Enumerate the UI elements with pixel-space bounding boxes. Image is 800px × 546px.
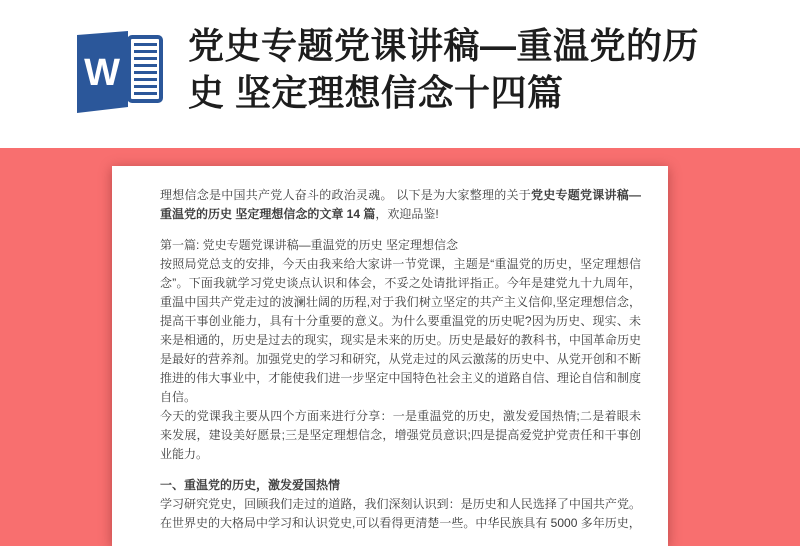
page-title: 党史专题党课讲稿—重温党的历史 坚定理想信念十四篇 — [188, 25, 700, 113]
word-file-icon — [77, 30, 163, 113]
paragraph-gap — [160, 464, 641, 476]
intro-tail-text: ，欢迎品鉴! — [375, 207, 439, 221]
word-letter: W — [84, 52, 120, 94]
paragraph-gap — [160, 224, 641, 236]
word-sheet — [129, 37, 161, 101]
body-paragraph-3: 学习研究党史，回顾我们走过的道路，我们深刻认识到：是历史和人民选择了中国共产党。在世界史的大格局中学习和认识党史,可以看得更清楚一些。中华民族具有 5000 多年历史， — [160, 497, 641, 530]
header-bar — [0, 0, 800, 148]
body-paragraph-2: 今天的党课我主要从四个方面来进行分享：一是重温党的历史，激发爱国热情;二是着眼未来发展，建设美好愿景;三是坚定理想信念，增强党员意识;四是提高爱党护党责任和干事创业能力。 — [160, 409, 641, 461]
intro-bold-text: 党史专题党课讲稿—重温党的历史 坚定理想信念的文章 14 篇 — [160, 188, 641, 221]
document-page — [112, 166, 668, 546]
body-paragraph-1: 按照局党总支的安排，今天由我来给大家讲一节党课，主题是“重温党的历史，坚定理想信念”。下面我就学习党史谈点认识和体会，不妥之处请批评指正。今年是建党九十九周年，重温中国共产党走过的波澜壮阔的历程,对于我们树立坚定的共产主义信仰,坚定理想信念，提高干事创业能力，具有十分重要的意义。为什么要重温党的历史呢?因为历史、现实、未来是相通的，历史是过去的现实，现实是未来的历史。历史是最好的教科书，中国革命历史是最好的营养剂。加强党史的学习和研究，从党走过的风云激荡的历史中、从党开创和不断推进的伟大事业中，才能使我们进一步坚定中国特色社会主义的道路自信、理论自信和制度自信。 — [160, 257, 641, 404]
intro-text: 理想信念是中国共产党人奋斗的政治灵魂。 以下是为大家整理的关于 — [160, 188, 531, 202]
intro-paragraph — [160, 186, 641, 224]
first-article-title: 第一篇: 党史专题党课讲稿—重温党的历史 坚定理想信念 — [160, 238, 459, 252]
section-heading: 一、重温党的历史，激发爱国热情 — [160, 478, 341, 492]
